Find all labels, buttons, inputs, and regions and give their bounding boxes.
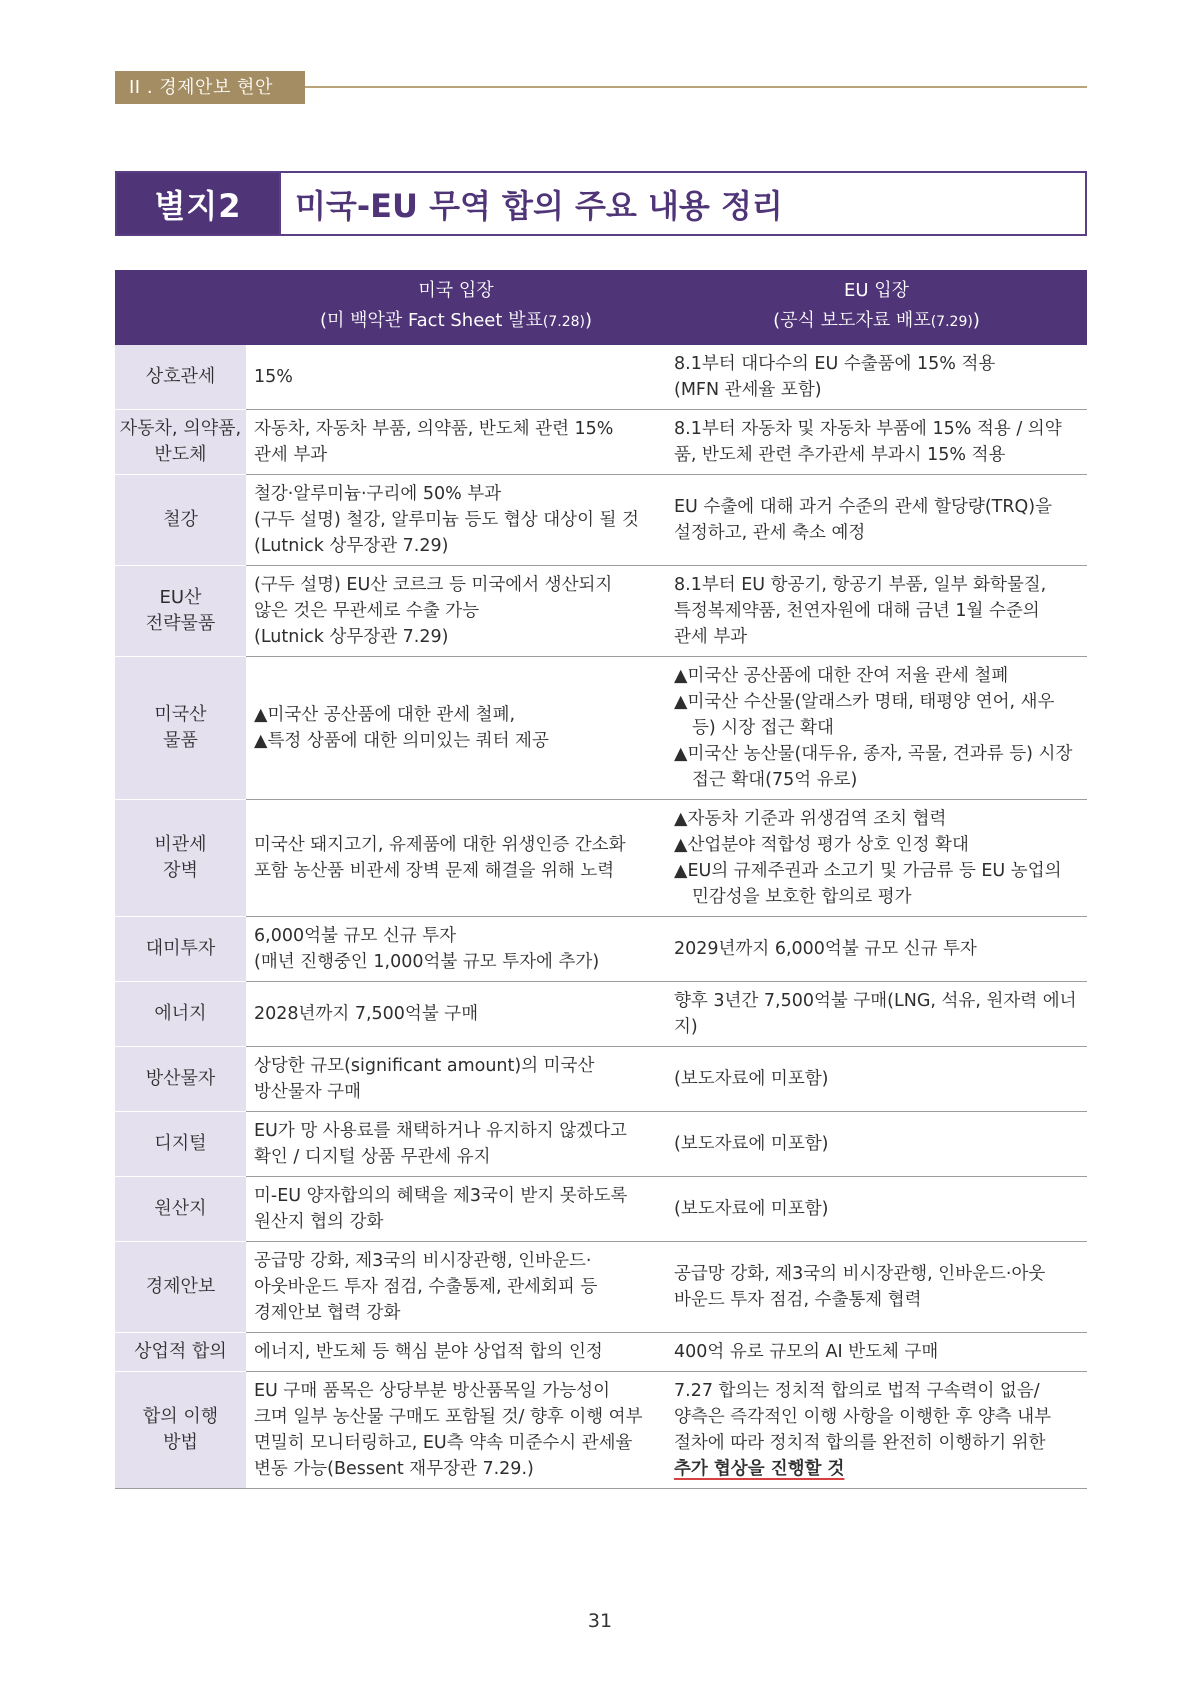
cell-line: 설정하고, 관세 축소 예정 xyxy=(674,523,866,543)
cell-line: 에너지, 반도체 등 핵심 분야 상업적 합의 인정 xyxy=(254,1342,603,1362)
cell-line: (보도자료에 미포함) xyxy=(674,1134,829,1154)
bullet-item: ▲자동차 기준과 위생검역 조치 협력 xyxy=(674,809,947,829)
row-header-line: 비관세 xyxy=(154,834,207,855)
row-header-line: 합의 이행 xyxy=(142,1406,219,1427)
column-header-eu-source xyxy=(672,306,1081,337)
cell-line: (매년 진행중인 1,000억불 규모 투자에 추가) xyxy=(254,952,600,972)
table-row xyxy=(115,1047,1087,1112)
us-cell xyxy=(246,657,666,800)
eu-cell xyxy=(666,800,1087,917)
cell-line: 바운드 투자 점검, 수출통제 협력 xyxy=(674,1290,922,1310)
page-title: 미국-EU 무역 합의 주요 내용 정리 xyxy=(279,173,1085,234)
cell-line: 품, 반도체 관련 추가관세 부과시 15% 적용 xyxy=(674,445,1006,465)
us-cell xyxy=(246,345,666,410)
row-header-line: 상업적 합의 xyxy=(134,1341,227,1362)
bullet-item: ▲미국산 공산품에 대한 관세 철폐, xyxy=(254,705,516,725)
cell-line: 특정복제약품, 천연자원에 대해 금년 1월 수준의 xyxy=(674,601,1040,621)
column-header-eu-title: EU 입장 xyxy=(843,280,910,301)
table-row xyxy=(115,982,1087,1047)
column-header-eu xyxy=(666,270,1087,345)
eu-cell xyxy=(666,982,1087,1047)
row-header xyxy=(115,800,246,917)
cell-line: 미국산 돼지고기, 유제품에 대한 위생인증 간소화 xyxy=(254,835,626,855)
cell-line: 않은 것은 무관세로 수출 가능 xyxy=(254,601,480,621)
column-header-us-close: ) xyxy=(585,310,593,331)
cell-line: 포함 농산품 비관세 장벽 문제 해결을 위해 노력 xyxy=(254,861,615,881)
bullet-item: ▲미국산 공산품에 대한 잔여 저율 관세 철폐 xyxy=(674,666,1009,686)
comparison-table xyxy=(115,270,1087,1489)
column-header-eu-date: (7.29) xyxy=(930,314,973,330)
row-header xyxy=(115,410,246,475)
cell-line: (구두 설명) 철강, 알루미늄 등도 협상 대상이 될 것 xyxy=(254,510,639,530)
cell-line: EU 구매 품목은 상당부분 방산품목일 가능성이 xyxy=(254,1381,610,1401)
column-header-eu-source-text: (공식 보도자료 배포 xyxy=(773,310,931,331)
cell-line: (보도자료에 미포함) xyxy=(674,1069,829,1089)
eu-cell xyxy=(666,410,1087,475)
cell-line: 철강·알루미늄·구리에 50% 부과 xyxy=(254,484,502,504)
cell-line: 미-EU 양자합의의 혜택을 제3국이 받지 못하도록 xyxy=(254,1186,628,1206)
row-header xyxy=(115,345,246,410)
cell-line: 공급망 강화, 제3국의 비시장관행, 인바운드·아웃 xyxy=(674,1264,1046,1284)
cell-line: 15% xyxy=(254,367,293,387)
cell-line: EU 수출에 대해 과거 수준의 관세 할당량(TRQ)을 xyxy=(674,497,1052,517)
bullet-item: ▲산업분야 적합성 평가 상호 인정 확대 xyxy=(674,835,969,855)
table-row xyxy=(115,917,1087,982)
row-header-line: 반도체 xyxy=(154,444,207,465)
row-header xyxy=(115,1242,246,1333)
cell-line: 상당한 규모(significant amount)의 미국산 xyxy=(254,1056,595,1076)
table-row xyxy=(115,1177,1087,1242)
table-row xyxy=(115,800,1087,917)
cell-line: 확인 / 디지털 상품 무관세 유지 xyxy=(254,1147,491,1167)
us-cell xyxy=(246,566,666,657)
eu-cell xyxy=(666,566,1087,657)
eu-cell xyxy=(666,1177,1087,1242)
row-header-line: 원산지 xyxy=(154,1198,207,1219)
row-header xyxy=(115,982,246,1047)
table-row xyxy=(115,1372,1087,1489)
eu-cell xyxy=(666,1047,1087,1112)
cell-line: 공급망 강화, 제3국의 비시장관행, 인바운드· xyxy=(254,1251,592,1271)
cell-line: 면밀히 모니터링하고, EU측 약속 미준수시 관세율 xyxy=(254,1433,633,1453)
row-header xyxy=(115,1372,246,1489)
us-cell xyxy=(246,1112,666,1177)
eu-cell xyxy=(666,917,1087,982)
bullet-item: ▲특정 상품에 대한 의미있는 쿼터 제공 xyxy=(254,731,549,751)
row-header-line: 방법 xyxy=(163,1432,198,1453)
title-box xyxy=(115,171,1087,236)
row-header xyxy=(115,475,246,566)
eu-cell xyxy=(666,475,1087,566)
title-label: 별지2 xyxy=(117,173,279,234)
us-cell xyxy=(246,1372,666,1489)
us-cell xyxy=(246,1333,666,1372)
cell-line: 원산지 협의 강화 xyxy=(254,1212,384,1232)
cell-line: 양측은 즉각적인 이행 사항을 이행한 후 양측 내부 xyxy=(674,1407,1052,1427)
cell-line: 8.1부터 대다수의 EU 수출품에 15% 적용 xyxy=(674,354,996,374)
us-cell xyxy=(246,1242,666,1333)
cell-line: EU가 망 사용료를 채택하거나 유지하지 않겠다고 xyxy=(254,1121,627,1141)
row-header-line: 디지털 xyxy=(154,1133,207,1154)
cell-line: (MFN 관세율 포함) xyxy=(674,380,822,400)
table-row xyxy=(115,410,1087,475)
row-header xyxy=(115,1112,246,1177)
eu-cell xyxy=(666,1112,1087,1177)
eu-cell xyxy=(666,1372,1087,1489)
row-header-line: 자동차, 의약품, xyxy=(119,418,242,439)
bullet-item: ▲EU의 규제주권과 소고기 및 가금류 등 EU 농업의 민감성을 보호한 합의로 평가 xyxy=(674,861,1062,907)
table-row xyxy=(115,345,1087,410)
cell-line: 아웃바운드 투자 점검, 수출통제, 관세회피 등 xyxy=(254,1277,598,1297)
column-header-us-title: 미국 입장 xyxy=(418,280,494,301)
us-cell xyxy=(246,982,666,1047)
eu-cell xyxy=(666,1242,1087,1333)
cell-line: 8.1부터 EU 항공기, 항공기 부품, 일부 화학물질, xyxy=(674,575,1047,595)
us-cell xyxy=(246,917,666,982)
us-cell xyxy=(246,410,666,475)
cell-line: (구두 설명) EU산 코르크 등 미국에서 생산되지 xyxy=(254,575,613,595)
cell-line: 400억 유로 규모의 AI 반도체 구매 xyxy=(674,1342,939,1362)
eu-cell xyxy=(666,657,1087,800)
cell-line: 6,000억불 규모 신규 투자 xyxy=(254,926,457,946)
cell-line: 절차에 따라 정치적 합의를 완전히 이행하기 위한 xyxy=(674,1433,1046,1453)
table-row xyxy=(115,1112,1087,1177)
row-header xyxy=(115,1177,246,1242)
bullet-item: ▲미국산 농산물(대두유, 종자, 곡물, 견과류 등) 시장 접근 확대(75억 유로) xyxy=(674,744,1073,790)
cell-line: (보도자료에 미포함) xyxy=(674,1199,829,1219)
us-cell xyxy=(246,1047,666,1112)
column-header-us-date: (7.28) xyxy=(542,314,586,330)
row-header xyxy=(115,566,246,657)
header-corner xyxy=(115,270,246,345)
cell-line: 경제안보 협력 강화 xyxy=(254,1303,401,1323)
row-header-line: 물품 xyxy=(163,730,198,751)
column-header-eu-close: ) xyxy=(972,310,980,331)
cell-line: 변동 가능(Bessent 재무장관 7.29.) xyxy=(254,1459,534,1479)
row-header-line: 에너지 xyxy=(154,1003,207,1024)
row-header-line: 철강 xyxy=(163,509,198,530)
row-header-line: 장벽 xyxy=(163,860,198,881)
row-header-line: 방산물자 xyxy=(145,1068,216,1089)
row-header-line: EU산 xyxy=(159,587,202,608)
row-header-line: 대미투자 xyxy=(145,938,216,959)
row-header xyxy=(115,657,246,800)
table-row xyxy=(115,1333,1087,1372)
cell-line: 자동차, 자동차 부품, 의약품, 반도체 관련 15% xyxy=(254,419,614,439)
table-header-row xyxy=(115,270,1087,345)
cell-line: 관세 부과 xyxy=(674,627,748,647)
table-row xyxy=(115,1242,1087,1333)
cell-line: 2029년까지 6,000억불 규모 신규 투자 xyxy=(674,939,977,959)
us-cell xyxy=(246,475,666,566)
row-header-line: 상호관세 xyxy=(145,366,216,387)
eu-cell xyxy=(666,345,1087,410)
cell-line: 2028년까지 7,500억불 구매 xyxy=(254,1004,479,1024)
table-row xyxy=(115,566,1087,657)
eu-cell xyxy=(666,1333,1087,1372)
row-header xyxy=(115,1333,246,1372)
cell-line: 향후 3년간 7,500억불 구매(LNG, 석유, 원자력 에너지) xyxy=(674,991,1077,1037)
cell-line: 크며 일부 농산물 구매도 포함될 것/ 향후 이행 여부 xyxy=(254,1407,643,1427)
column-header-us xyxy=(246,270,666,345)
column-header-us-source xyxy=(252,306,660,337)
table-row xyxy=(115,657,1087,800)
emphasis-text: 추가 협상을 진행할 것 xyxy=(674,1459,845,1479)
cell-line: (Lutnick 상무장관 7.29) xyxy=(254,536,449,556)
us-cell xyxy=(246,1177,666,1242)
row-header xyxy=(115,1047,246,1112)
row-header xyxy=(115,917,246,982)
row-header-line: 미국산 xyxy=(154,704,207,725)
cell-line: 관세 부과 xyxy=(254,445,328,465)
cell-line: 방산물자 구매 xyxy=(254,1082,361,1102)
cell-line: 7.27 합의는 정치적 합의로 법적 구속력이 없음/ xyxy=(674,1381,1040,1401)
section-divider xyxy=(305,86,1087,88)
section-tag: II . 경제안보 현안 xyxy=(115,71,305,104)
cell-line: (Lutnick 상무장관 7.29) xyxy=(254,627,449,647)
emphasis-line xyxy=(674,1456,1079,1482)
page-number: 31 xyxy=(587,1610,613,1632)
row-header-line: 경제안보 xyxy=(145,1276,216,1297)
column-header-us-source-text: (미 백악관 Fact Sheet 발표 xyxy=(319,310,543,331)
cell-line: 8.1부터 자동차 및 자동차 부품에 15% 적용 / 의약 xyxy=(674,419,1062,439)
us-cell xyxy=(246,800,666,917)
row-header-line: 전략물품 xyxy=(145,613,216,634)
bullet-item: ▲미국산 수산물(알래스카 명태, 태평양 연어, 새우 등) 시장 접근 확대 xyxy=(674,692,1055,738)
table-row xyxy=(115,475,1087,566)
